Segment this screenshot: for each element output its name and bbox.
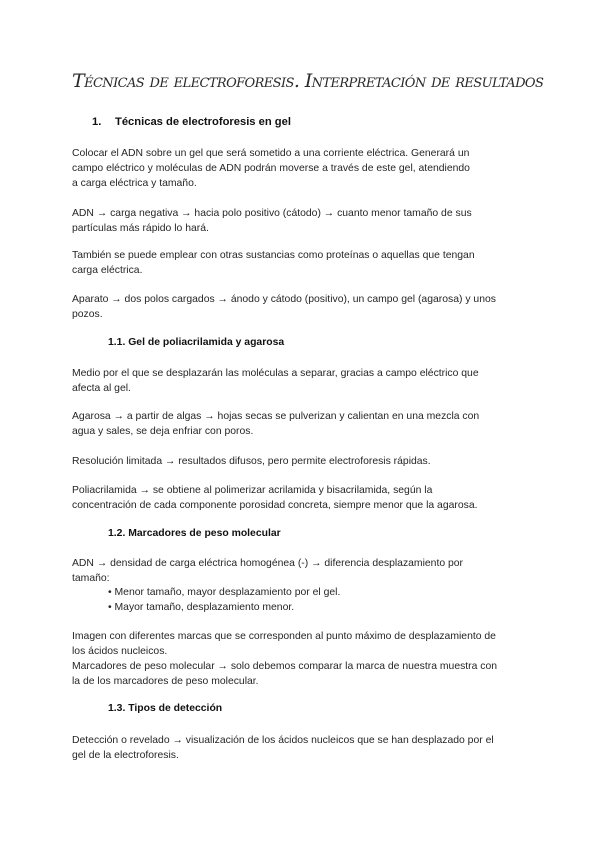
section-1-paragraph-2 <box>72 206 532 236</box>
text-line: gel de la electroforesis. <box>72 750 179 761</box>
text-line: Resolución limitada → resultados difusos, pero permite electroforesis rápidas. <box>72 456 431 467</box>
section-1-heading-text: Técnicas de electroforesis en gel <box>115 116 291 128</box>
list-item: • Menor tamaño, mayor desplazamiento por el gel. <box>108 587 341 598</box>
section-1-paragraph-3 <box>72 248 532 278</box>
text-line: afecta al gel. <box>72 383 131 394</box>
text-line: a carga eléctrica y tamaño. <box>72 178 197 189</box>
text-line: concentración de cada componente porosidad concreta, siempre menor que la agarosa. <box>72 500 478 511</box>
section-1-heading <box>92 116 291 128</box>
text-line: ADN → densidad de carga eléctrica homogénea (-) → diferencia desplazamiento por <box>72 558 464 569</box>
text-line: Imagen con diferentes marcas que se corresponden al punto máximo de desplazamiento de <box>72 631 496 642</box>
text-line: Marcadores de peso molecular → solo debemos comparar la marca de nuestra muestra con <box>72 661 498 672</box>
section-1-1-paragraph-3 <box>72 454 532 469</box>
section-1-3-paragraph-1 <box>72 733 532 763</box>
section-1-1-heading: 1.1. Gel de poliacrilamida y agarosa <box>108 337 285 348</box>
text-line: Medio por el que se desplazarán las moléculas a separar, gracias a campo eléctrico que <box>72 368 479 379</box>
text-line: carga eléctrica. <box>72 265 143 276</box>
text-line: También se puede emplear con otras sustancias como proteínas o aquellas que tengan <box>72 250 475 261</box>
section-1-3-heading: 1.3. Tipos de detección <box>108 703 223 714</box>
section-1-number: 1. <box>92 116 102 128</box>
text-line: Aparato → dos polos cargados → ánodo y cátodo (positivo), un campo gel (agarosa) y unos <box>72 294 496 305</box>
text-line: Detección o revelado → visualización de los ácidos nucleicos que se han desplazado por el <box>72 735 494 746</box>
section-1-1-paragraph-1 <box>72 366 532 396</box>
section-1-2-heading: 1.2. Marcadores de peso molecular <box>108 528 281 539</box>
section-1-paragraph-4 <box>72 292 532 322</box>
text-line: agua y sales, se deja enfriar con poros. <box>72 426 254 437</box>
section-1-2-paragraph-2 <box>72 629 532 689</box>
text-line: pozos. <box>72 309 103 320</box>
text-line: Colocar el ADN sobre un gel que será sometido a una corriente eléctrica. Generará un <box>72 148 470 159</box>
text-line: los ácidos nucleicos. <box>72 646 168 657</box>
text-line: Agarosa → a partir de algas → hojas secas se pulverizan y calientan en una mezcla con <box>72 411 480 422</box>
text-line: tamaño: <box>72 573 110 584</box>
section-1-1-paragraph-4 <box>72 483 532 513</box>
section-1-2-paragraph-1 <box>72 556 532 586</box>
bullet-list <box>108 585 340 615</box>
list-item: • Mayor tamaño, desplazamiento menor. <box>108 602 295 613</box>
section-1-1-paragraph-2 <box>72 409 532 439</box>
text-line: Poliacrilamida → se obtiene al polimerizar acrilamida y bisacrilamida, según la <box>72 485 433 496</box>
text-line: ADN → carga negativa → hacia polo positivo (cátodo) → cuanto menor tamaño de sus <box>72 208 472 219</box>
text-line: partículas más rápido lo hará. <box>72 223 209 234</box>
text-line: campo eléctrico y moléculas de ADN podrán moverse a través de este gel, atendiendo <box>72 163 470 174</box>
text-line: la de los marcadores de peso molecular. <box>72 676 259 687</box>
page-title: Técnicas de electroforesis. Interpretación de resultados <box>72 70 544 92</box>
section-1-paragraph-1 <box>72 146 532 191</box>
